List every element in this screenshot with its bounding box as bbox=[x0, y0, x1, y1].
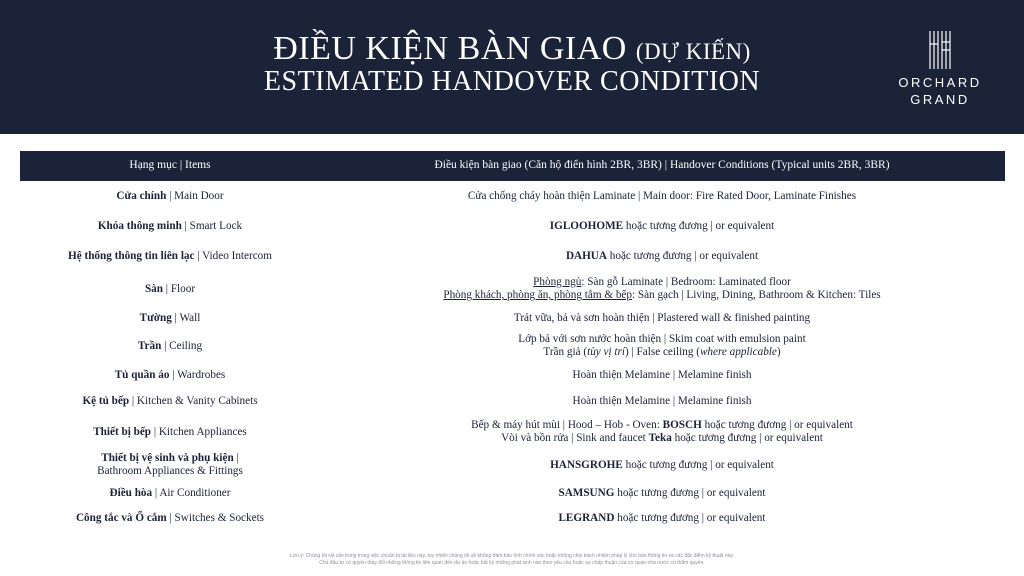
logo-wordmark: ORCHARD GRAND bbox=[898, 75, 982, 107]
item-cell: Tủ quần áo | Wardrobes bbox=[114, 369, 226, 381]
column-header-items: Hạng mục | Items bbox=[129, 159, 211, 171]
condition-cell: Cửa chống cháy hoàn thiện Laminate | Main door: Fire Rated Door, Laminate Finishes bbox=[467, 190, 857, 202]
condition-cell: Phòng ngủ: Sàn gỗ Laminate | Bedroom: Laminated floor Phòng khách, phòng ăn, phòng tắm & bếp: Sàn gạch | Living, Dining, Bathroom & Kitchen: Tiles bbox=[443, 276, 881, 301]
column-header-conditions: Điều kiện bàn giao (Căn hộ điển hình 2BR, 3BR) | Handover Conditions (Typical units 2BR, 3BR) bbox=[434, 159, 890, 171]
item-cell: Tường | Wall bbox=[139, 312, 201, 324]
condition-cell: DAHUA hoặc tương đương | or equivalent bbox=[565, 250, 759, 262]
item-cell: Thiết bị bếp | Kitchen Appliances bbox=[93, 426, 247, 438]
table-header bbox=[20, 151, 1005, 181]
condition-cell: Trát vữa, bả và sơn hoàn thiện | Plastered wall & finished painting bbox=[513, 312, 811, 324]
item-cell: Kệ tủ bếp | Kitchen & Vanity Cabinets bbox=[82, 395, 258, 407]
condition-cell: Bếp & máy hút mùi | Hood – Hob - Oven: BOSCH hoặc tương đương | or equivalent Vòi và bồn rửa | Sink and faucet Teka hoặc tương đương | or equivalent bbox=[471, 419, 853, 444]
condition-cell: Hoàn thiện Melamine | Melamine finish bbox=[572, 395, 752, 407]
title-vietnamese: ĐIỀU KIỆN BÀN GIAO (DỰ KIẾN) bbox=[273, 30, 751, 67]
condition-cell: HANSGROHE hoặc tương đương | or equivalent bbox=[550, 459, 774, 471]
condition-cell: SAMSUNG hoặc tương đương | or equivalent bbox=[558, 487, 766, 499]
item-cell: Thiết bị vệ sinh và phụ kiện | Bathroom Appliances & Fittings bbox=[97, 452, 243, 477]
item-cell: Điều hòa | Air Conditioner bbox=[109, 487, 231, 499]
header-banner bbox=[0, 0, 1024, 134]
item-cell: Khóa thông minh | Smart Lock bbox=[97, 220, 243, 232]
disclaimer-footnote: Lưu ý: Chúng tôi rất cẩn trọng trong việc chuẩn bị tài liệu này, tuy nhiên chúng tôi sẽ không đảm bảo tính chính xác hoặc không chịu trách nhiệm pháp lý cho bản thông tin và các đặc điểm kỹ thuật này. Chủ đầu tư có quyền thay đổi những thông tin liên quan đến dự án hoặc bất kỳ những phát sinh nào theo yêu cầu hoặc sự chấp thuận của cơ quan nhà nước có thẩm quyền. bbox=[290, 553, 734, 566]
brand-logo bbox=[888, 30, 992, 108]
condition-cell: LEGRAND hoặc tương đương | or equivalent bbox=[558, 512, 766, 524]
condition-cell: IGLOOHOME hoặc tương đương | or equivalent bbox=[549, 220, 775, 232]
item-cell: Cửa chính | Main Door bbox=[116, 190, 224, 202]
orchard-grand-monogram-icon bbox=[927, 30, 953, 70]
item-cell: Hệ thống thông tin liên lạc | Video Intercom bbox=[68, 250, 272, 262]
condition-cell: Hoàn thiện Melamine | Melamine finish bbox=[572, 369, 752, 381]
condition-cell: Lớp bả với sơn nước hoàn thiện | Skim coat with emulsion paint Trần giả (tùy vị trí) | False ceiling (where applicable) bbox=[518, 333, 806, 358]
item-cell: Sàn | Floor bbox=[144, 283, 196, 295]
title-english: ESTIMATED HANDOVER CONDITION bbox=[263, 66, 761, 97]
item-cell: Công tắc và Ổ cắm | Switches & Sockets bbox=[75, 512, 265, 524]
item-cell: Trần | Ceiling bbox=[137, 340, 203, 352]
